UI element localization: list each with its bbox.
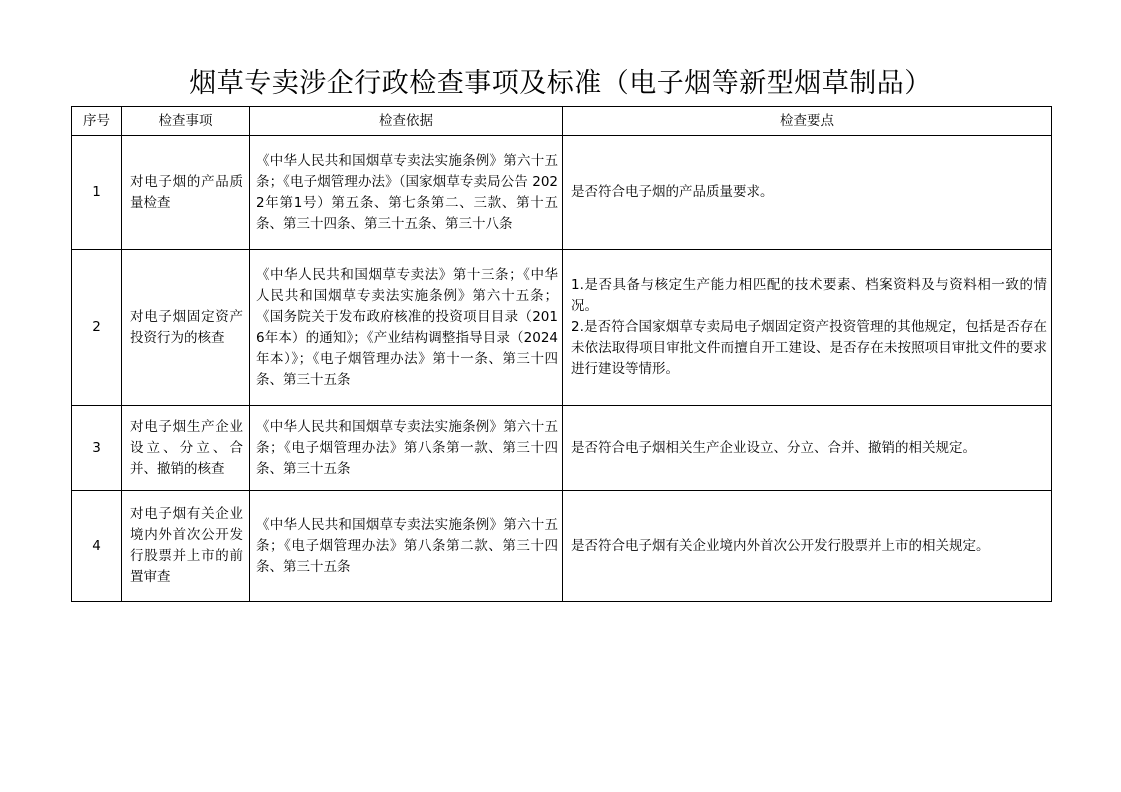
point-text: 是否符合电子烟有关企业境内外首次公开发行股票并上市的相关规定。 xyxy=(571,537,990,554)
table-row xyxy=(72,136,1052,250)
point-text: 1.是否具备与核定生产能力相匹配的技术要素、档案资料及与资料相一致的情况。 xyxy=(571,277,1047,314)
header-points: 检查要点 xyxy=(563,107,1052,136)
header-basis: 检查依据 xyxy=(250,107,563,136)
table-row xyxy=(72,406,1052,491)
table-row xyxy=(72,491,1052,602)
cell-seq: 1 xyxy=(72,136,122,250)
cell-points xyxy=(563,406,1052,491)
page-title: 烟草专卖涉企行政检查事项及标准（电子烟等新型烟草制品） xyxy=(189,68,932,99)
point-text: 是否符合电子烟的产品质量要求。 xyxy=(571,184,774,200)
header-seq: 序号 xyxy=(72,107,122,136)
cell-points xyxy=(563,491,1052,602)
cell-basis: 《中华人民共和国烟草专卖法实施条例》第六十五条；《电子烟管理办法》（国家烟草专卖局公告 2022年第1号）第五条、第七条第二、三款、第十五条、第三十四条、第三十五条、第三十八条 xyxy=(250,136,563,250)
cell-basis: 《中华人民共和国烟草专卖法》第十三条；《中华人民共和国烟草专卖法实施条例》第六十五条；《国务院关于发布政府核准的投资项目目录（2016年本）的通知》；《产业结构调整指导目录（2024年本）》；《电子烟管理办法》第十一条、第三十四条、第三十五条 xyxy=(250,250,563,406)
cell-basis: 《中华人民共和国烟草专卖法实施条例》第六十五条；《电子烟管理办法》第八条第二款、第三十四条、第三十五条 xyxy=(250,491,563,602)
cell-points xyxy=(563,136,1052,250)
table-header-row xyxy=(72,107,1052,136)
cell-seq: 2 xyxy=(72,250,122,406)
table-row xyxy=(72,250,1052,406)
header-item: 检查事项 xyxy=(122,107,250,136)
cell-points xyxy=(563,250,1052,406)
cell-item: 对电子烟生产企业设立、分立、合并、撤销的核查 xyxy=(122,406,250,491)
cell-seq: 4 xyxy=(72,491,122,602)
point-text: 2.是否符合国家烟草专卖局电子烟固定资产投资管理的其他规定，包括是否存在未依法取得项目审批文件而擅自开工建设、是否存在未按照项目审批文件的要求进行建设等情形。 xyxy=(571,319,1047,377)
cell-item: 对电子烟有关企业境内外首次公开发行股票并上市的前置审查 xyxy=(122,491,250,602)
cell-item: 对电子烟固定资产投资行为的核查 xyxy=(122,250,250,406)
cell-item: 对电子烟的产品质量检查 xyxy=(122,136,250,250)
inspection-table xyxy=(71,106,1052,602)
cell-basis: 《中华人民共和国烟草专卖法实施条例》第六十五条；《电子烟管理办法》第八条第一款、第三十四条、第三十五条 xyxy=(250,406,563,491)
cell-seq: 3 xyxy=(72,406,122,491)
point-text: 是否符合电子烟相关生产企业设立、分立、合并、撤销的相关规定。 xyxy=(571,439,976,456)
